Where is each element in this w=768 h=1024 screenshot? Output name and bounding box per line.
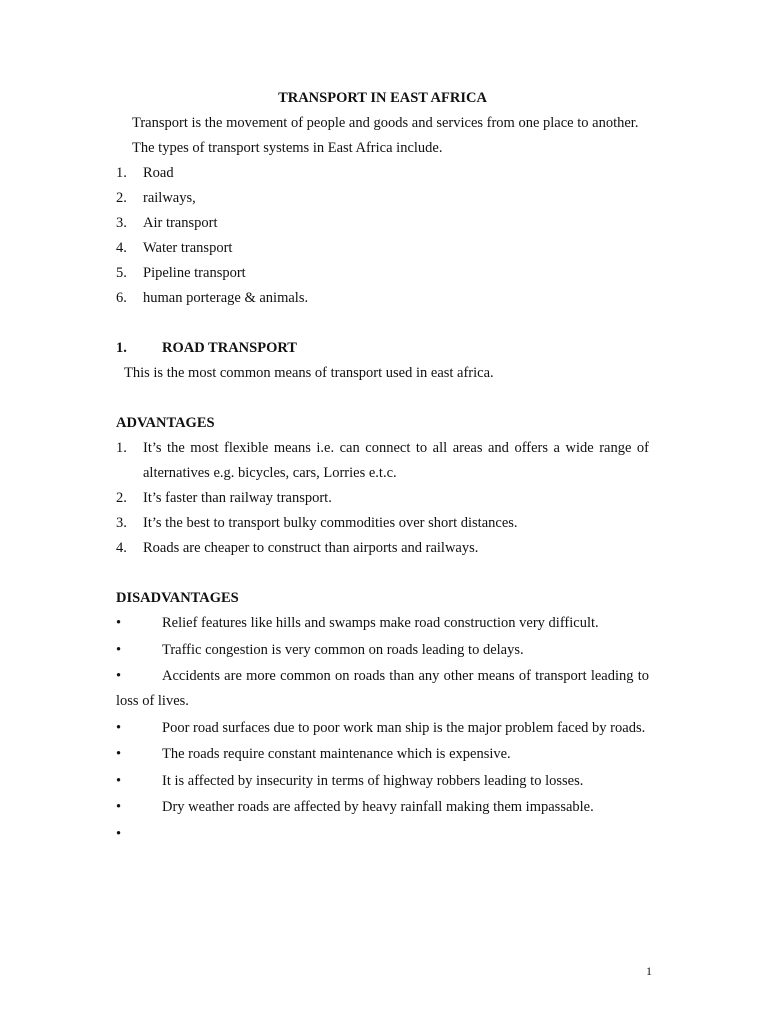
spacer bbox=[116, 311, 649, 336]
intro-definition: Transport is the movement of people and goods and services from one place to another. bbox=[132, 115, 639, 131]
bullet-icon bbox=[116, 638, 162, 663]
list-item: 4. Water transport bbox=[116, 240, 233, 256]
list-item: 2. railways, bbox=[116, 190, 196, 206]
list-item: •It is affected by insecurity in terms of highway robbers leading to losses. bbox=[116, 769, 649, 794]
list-item: 1. Road bbox=[116, 165, 174, 181]
bullet-icon bbox=[116, 822, 162, 847]
disadvantages-list bbox=[116, 611, 649, 847]
list-item: •Accidents are more common on roads than any other means of transport leading to loss of lives. bbox=[116, 664, 649, 714]
list-item: 6. human porterage & animals. bbox=[116, 290, 309, 306]
road-transport-heading: 1. ROAD TRANSPORT bbox=[116, 340, 297, 356]
disadvantages-heading: DISADVANTAGES bbox=[116, 590, 239, 606]
spacer bbox=[116, 386, 649, 411]
list-item: 3. It’s the best to transport bulky commodities over short distances. bbox=[116, 515, 518, 531]
document-page bbox=[116, 86, 649, 848]
transport-types-list bbox=[116, 161, 649, 311]
intro-types-lead: The types of transport systems in East Africa include. bbox=[132, 140, 443, 156]
spacer bbox=[116, 561, 649, 586]
bullet-icon bbox=[116, 716, 162, 741]
bullet-icon bbox=[116, 611, 162, 636]
list-item: •Relief features like hills and swamps make road construction very difficult. bbox=[116, 611, 649, 636]
list-item: •Poor road surfaces due to poor work man ship is the major problem faced by roads. bbox=[116, 716, 649, 741]
bullet-icon bbox=[116, 795, 162, 820]
road-transport-description: This is the most common means of transport used in east africa. bbox=[124, 365, 494, 381]
list-item: 1. It’s the most flexible means i.e. can connect to all areas and offers a wide range of alternatives e.g. bicycles, cars, Lorries e.t.c. bbox=[116, 440, 649, 481]
list-item: •Traffic congestion is very common on roads leading to delays. bbox=[116, 638, 649, 663]
list-item: 5. Pipeline transport bbox=[116, 265, 246, 281]
list-item: •Dry weather roads are affected by heavy rainfall making them impassable. bbox=[116, 795, 649, 820]
advantages-heading: ADVANTAGES bbox=[116, 415, 215, 431]
bullet-icon bbox=[116, 742, 162, 767]
list-item: 4. Roads are cheaper to construct than airports and railways. bbox=[116, 540, 479, 556]
list-item: 2. It’s faster than railway transport. bbox=[116, 490, 332, 506]
list-item: 3. Air transport bbox=[116, 215, 218, 231]
list-item: •The roads require constant maintenance which is expensive. bbox=[116, 742, 649, 767]
list-item bbox=[116, 822, 649, 847]
page-number: 1 bbox=[646, 964, 652, 978]
bullet-icon bbox=[116, 664, 162, 689]
bullet-icon bbox=[116, 769, 162, 794]
advantages-list bbox=[116, 436, 649, 561]
document-title: TRANSPORT IN EAST AFRICA bbox=[278, 90, 487, 106]
